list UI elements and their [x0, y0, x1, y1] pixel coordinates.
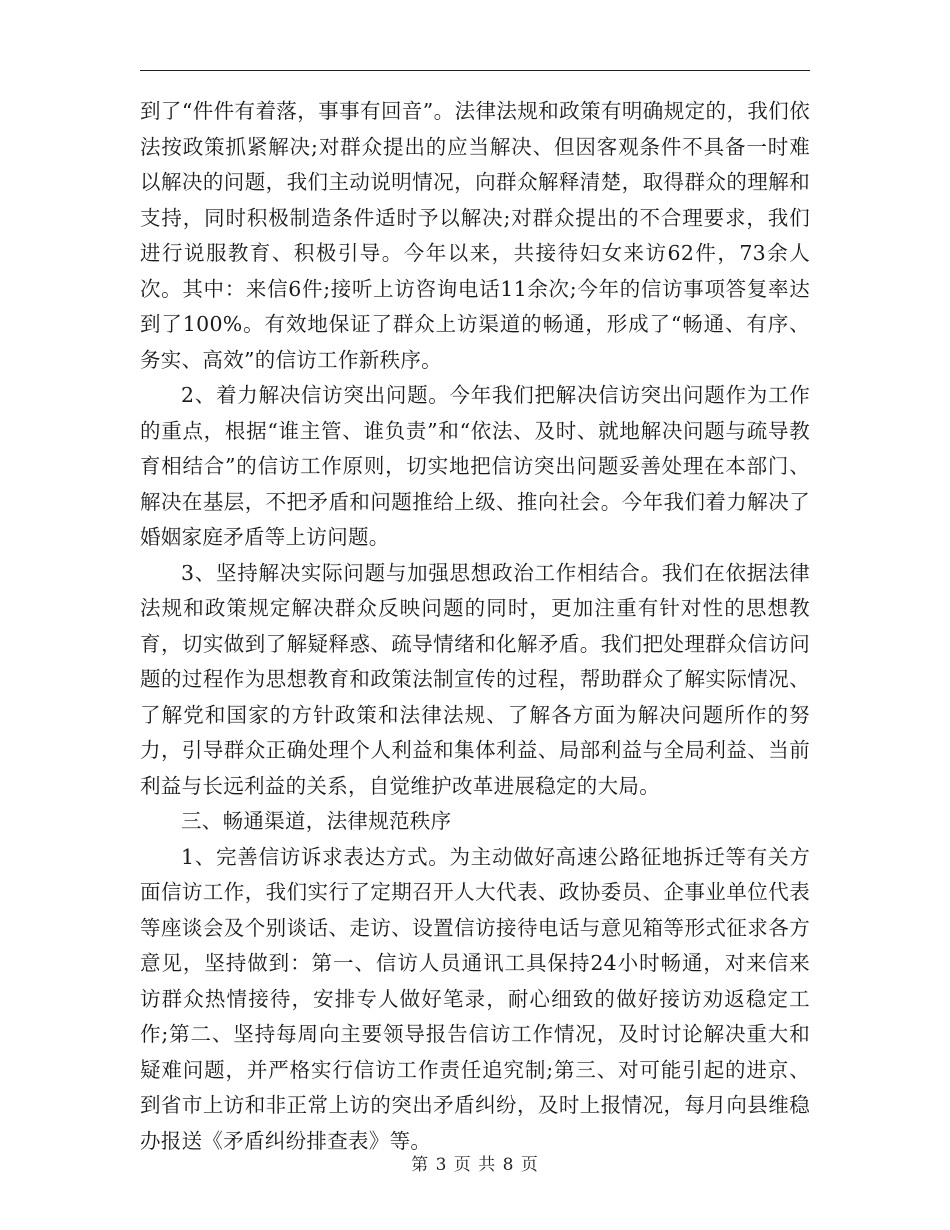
- paragraph-item-2: 2、着力解决信访突出问题。今年我们把解决信访突出问题作为工作的重点，根据“谁主管、谁负责”和“依法、及时、就地解决问题与疏导教育相结合”的信访工作原则，切实地把信访突出问题妥善处理在本部门、解决在基层，不把矛盾和问题推给上级、推向社会。今年我们着力解决了婚姻家庭矛盾等上访问题。: [140, 383, 810, 549]
- paragraph-continuation: 到了“件件有着落，事事有回音”。法律法规和政策有明确规定的，我们依法按政策抓紧解决;对群众提出的应当解决、但因客观条件不具备一时难以解决的问题，我们主动说明情况，向群众解释清楚，取得群众的理解和支持，同时积极制造条件适时予以解决;对群众提出的不合理要求，我们进行说服教育、积极引导。今年以来，共接待妇女来访62件，73余人次。其中：来信6件;接听上访咨询电话11余次;今年的信访事项答复率达到了100%。有效地保证了群众上访渠道的畅通，形成了“畅通、有序、务实、高效”的信访工作新秩序。: [140, 99, 810, 372]
- section-heading: 三、畅通渠道，法律规范秩序: [181, 809, 452, 833]
- page-footer: 第 3 页 共 8 页: [411, 1155, 539, 1175]
- header-rule: [140, 70, 810, 71]
- paragraph-item-1: 1、完善信访诉求表达方式。为主动做好高速公路征地拆迁等有关方面信访工作，我们实行了定期召开人大代表、政协委员、企事业单位代表等座谈会及个别谈话、走访、设置信访接待电话与意见箱等形式征求各方意见，坚持做到：第一、信访人员通讯工具保持24小时畅通，对来信来访群众热情接待，安排专人做好笔录，耐心细致的做好接访劝返稳定工作;第二、坚持每周向主要领导报告信访工作情况，及时讨论解决重大和疑难问题，并严格实行信访工作责任追究制;第三、对可能引起的进京、到省市上访和非正常上访的突出矛盾纠纷，及时上报情况，每月向县维稳办报送《矛盾纠纷排查表》等。: [140, 844, 810, 1153]
- paragraph-item-3: 3、坚持解决实际问题与加强思想政治工作相结合。我们在依据法律法规和政策规定解决群众反映问题的同时，更加注重有针对性的思想教育，切实做到了解疑释惑、疏导情绪和化解矛盾。我们把处理群众信访问题的过程作为思想教育和政策法制宣传的过程，帮助群众了解实际情况、了解党和国家的方针政策和法律法规、了解各方面为解决问题所作的努力，引导群众正确处理个人利益和集体利益、局部利益与全局利益、当前利益与长远利益的关系，自觉维护改革进展稳定的大局。: [140, 560, 810, 798]
- document-body: [140, 94, 810, 1159]
